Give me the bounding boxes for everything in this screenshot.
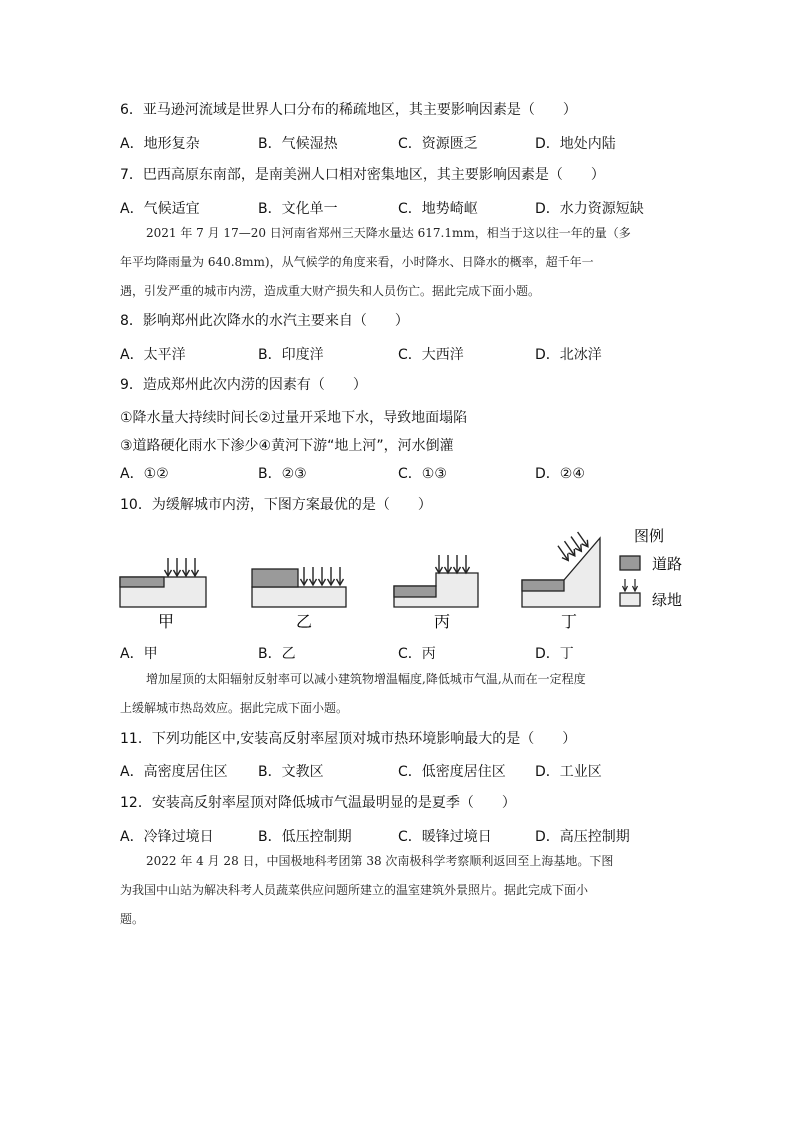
q11-options [120,761,680,781]
q8-stem: 8．影响郑州此次降水的水汽主要来自（ ） [120,313,409,329]
yi-road [252,569,298,587]
q7-option-c[interactable]: C．地势崎岖 [398,201,478,217]
caption-ding: 丁 [560,612,578,631]
q10-option-b[interactable]: B．乙 [258,646,296,662]
q12-option-c[interactable]: C．暖锋过境日 [398,829,492,845]
bing-road [394,586,436,597]
q6-stem: 6．亚马逊河流域是世界人口分布的稀疏地区，其主要影响因素是（ ） [120,102,577,118]
caption-bing: 丙 [433,612,451,631]
scheme-yi [252,567,346,631]
passage3-line-3: 题。 [120,912,145,926]
q11-stem: 11．下列功能区中,安装高反射率屋顶对城市热环境影响最大的是（ ） [120,731,577,747]
q8-option-a[interactable]: A．太平洋 [120,347,186,363]
passage1-line-2: 年平均降雨量为 640.8mm)，从气候学的角度来看，小时降水、日降水的概率，超千年一 [120,255,594,269]
passage-antarctic-greenhouse [120,847,680,934]
q7-option-b[interactable]: B．文化单一 [258,201,338,217]
q12-option-d[interactable]: D．高压控制期 [535,829,630,845]
q8-option-d[interactable]: D．北冰洋 [535,347,602,363]
q9-option-a[interactable]: A．①② [120,466,169,482]
q12-option-a[interactable]: A．冷锋过境日 [120,829,214,845]
passage-zhengzhou-rain [120,219,680,306]
q7-options [120,198,680,218]
legend-green-swatch [620,593,640,606]
q6-options [120,133,680,153]
q11-option-a[interactable]: A．高密度居住区 [120,764,228,780]
yi-green [252,587,346,607]
q11-option-c[interactable]: C．低密度居住区 [398,764,506,780]
q9-option-b[interactable]: B．②③ [258,466,307,482]
passage2-line-1: 增加屋顶的太阳辐射反射率可以减小建筑物增温幅度,降低城市气温,从而在一定程度 [146,672,586,686]
ding-road [522,580,564,591]
legend-rain-icon [623,579,638,591]
caption-yi: 乙 [295,612,313,631]
q9-option-c[interactable]: C．①③ [398,466,447,482]
q7-option-d[interactable]: D．水力资源短缺 [535,201,644,217]
q9-stem: 9．造成郑州此次内涝的因素有（ ） [120,377,367,393]
scheme-bing [394,555,478,631]
passage3-line-1: 2022 年 4 月 28 日，中国极地科考团第 38 次南极科学考察顺利返回至上海基地。下图 [146,854,614,868]
passage1-line-1: 2021 年 7 月 17—20 日河南省郑州三天降水量达 617.1mm，相当于这以往一年的量（多 [146,226,631,240]
q6-option-c[interactable]: C．资源匮乏 [398,136,478,152]
q12-options [120,826,680,846]
scheme-ding [522,530,600,631]
q12-stem: 12．安装高反射率屋顶对降低城市气温最明显的是夏季（ ） [120,795,516,811]
q10-stem: 10．为缓解城市内涝，下图方案最优的是（ ） [120,497,432,513]
q8-options [120,344,680,364]
legend-green-label: 绿地 [652,591,683,609]
legend-road-swatch [620,556,640,570]
q6-option-d[interactable]: D．地处内陆 [535,136,616,152]
q11-option-d[interactable]: D．工业区 [535,764,602,780]
ding-green [522,538,600,607]
legend-road-label: 道路 [652,555,683,573]
legend-title: 图例 [634,527,665,545]
passage2-line-2: 上缓解城市热岛效应。据此完成下面小题。 [120,701,349,715]
q9-factors-line-1: ①降水量大持续时间长②过量开采地下水，导致地面塌陷 [120,410,468,426]
q7-option-a[interactable]: A．气候适宜 [120,201,200,217]
q12-option-b[interactable]: B．低压控制期 [258,829,352,845]
q9-option-d[interactable]: D．②④ [535,466,585,482]
scheme-jia [120,558,206,631]
q10-option-c[interactable]: C．丙 [398,646,436,662]
q8-option-b[interactable]: B．印度洋 [258,347,324,363]
q6-option-a[interactable]: A．地形复杂 [120,136,200,152]
drainage-scheme-diagram [118,520,708,635]
q10-option-d[interactable]: D．丁 [535,646,574,662]
q6-option-b[interactable]: B．气候湿热 [258,136,338,152]
diagram-legend [620,527,682,609]
caption-jia: 甲 [157,612,175,631]
q8-option-c[interactable]: C．大西洋 [398,347,464,363]
passage-reflective-roof [120,665,680,723]
q7-stem: 7．巴西高原东南部，是南美洲人口相对密集地区，其主要影响因素是（ ） [120,167,605,183]
q9-options [120,463,680,483]
q10-option-a[interactable]: A．甲 [120,646,158,662]
q9-factors-line-2: ③道路硬化雨水下渗少④黄河下游“地上河”，河水倒灌 [120,438,454,454]
q11-option-b[interactable]: B．文教区 [258,764,324,780]
jia-road [120,577,164,587]
q10-options [120,643,680,663]
passage3-line-2: 为我国中山站为解决科考人员蔬菜供应问题所建立的温室建筑外景照片。据此完成下面小 [120,883,589,897]
passage1-line-3: 遇，引发严重的城市内涝，造成重大财产损失和人员伤亡。据此完成下面小题。 [120,284,541,298]
